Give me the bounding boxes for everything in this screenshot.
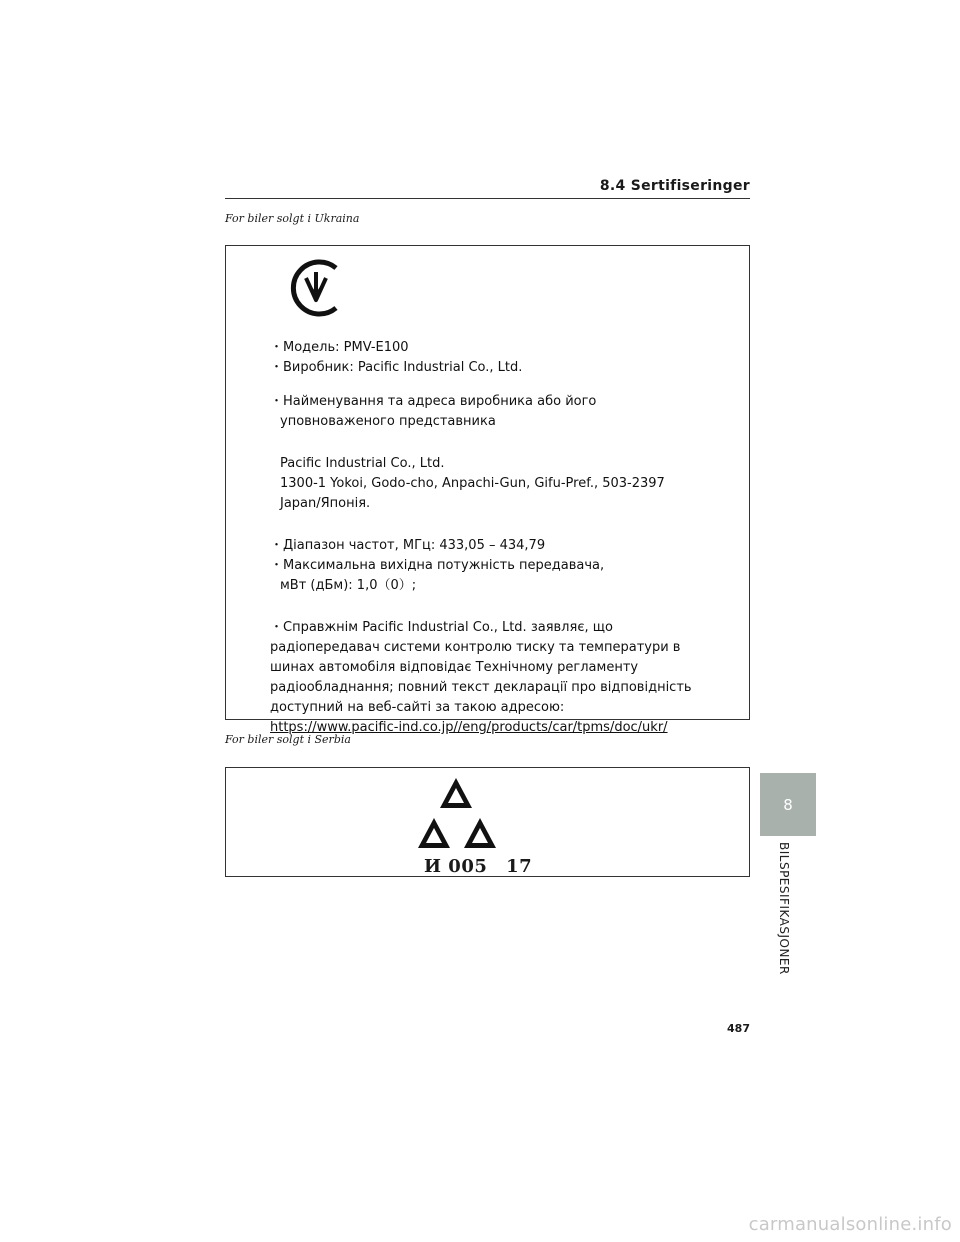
model-line: ・Модель: PMV-E100 [270,340,409,355]
representative-heading-cont: уповноваженого представника [280,414,496,429]
declaration-line-5: доступний на веб-сайті за такою адресою: [270,700,565,715]
section-title: 8.4 Sertifiseringer [599,178,750,194]
chapter-name: BILSPESIFIKASJONER [777,842,791,975]
serbia-mark-label [424,856,532,877]
company-name: Pacific Industrial Co., Ltd. [280,456,445,471]
chapter-number: 8 [783,795,793,814]
ukraine-certification-box [225,245,750,735]
representative-heading: ・Найменування та адреса виробника або його [270,394,597,409]
declaration-line-4: радіообладнання; повний текст декларації про відповідність [270,680,692,695]
company-address: 1300-1 Yokoi, Godo-cho, Anpachi-Gun, Gifu-Pref., 503-2397 [280,476,665,491]
serbia-conformity-mark-icon [416,774,516,854]
company-country: Japan/Японія. [280,496,371,511]
serbia-mark-year: 17 [506,856,533,877]
chapter-tab[interactable] [760,773,816,836]
footer-watermark: carmanualsonline.info [748,1214,952,1235]
declaration-url-link[interactable]: https://www.pacific-ind.co.jp//eng/products/car/tpms/doc/ukr/ [270,720,668,735]
ukraine-caption: For biler solgt i Ukraina [225,212,360,225]
header-divider [225,198,750,199]
declaration-line-2: радіопередавач системи контролю тиску та температури в [270,640,681,655]
serbia-certification-box [225,767,750,877]
declaration-line-1: ・Справжнім Pacific Industrial Co., Ltd. заявляє, що [270,620,613,635]
serbia-mark-number: 005 [448,856,488,877]
ukraine-certification-text [270,338,729,738]
serbia-mark-code: И [424,856,442,877]
ukraine-conformity-mark-icon [284,256,348,320]
power-value-line: мВт (дБм): 1,0（0）; [280,578,417,593]
frequency-line: ・Діапазон частот, МГц: 433,05 – 434,79 [270,538,546,553]
power-line: ・Максимальна вихідна потужність передавача, [270,558,605,573]
serbia-caption: For biler solgt i Serbia [225,733,351,746]
manufacturer-line: ・Виробник: Pacific Industrial Co., Ltd. [270,360,523,375]
declaration-line-3: шинах автомобіля відповідає Технічному регламенту [270,660,639,675]
page-number: 487 [727,1022,750,1035]
